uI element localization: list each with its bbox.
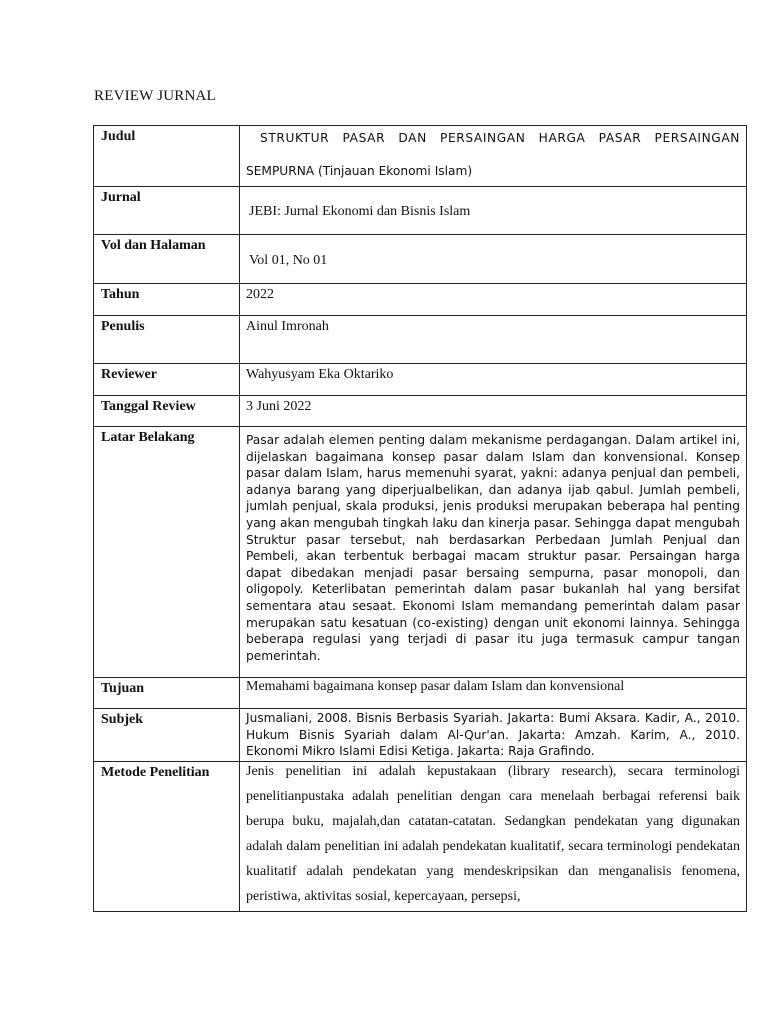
label-tanggal: Tanggal Review xyxy=(94,396,240,427)
row-tanggal xyxy=(94,396,747,427)
reviewer-text: Wahyusyam Eka Oktariko xyxy=(246,367,394,382)
value-subjek xyxy=(240,709,747,762)
label-tahun: Tahun xyxy=(94,284,240,316)
judul-line-2: SEMPURNA (Tinjauan Ekonomi Islam) xyxy=(246,163,473,178)
vol-text: Vol 01, No 01 xyxy=(249,253,328,268)
row-judul xyxy=(94,126,747,187)
value-reviewer xyxy=(240,364,747,396)
review-table xyxy=(93,125,747,912)
page-title: REVIEW JURNAL xyxy=(94,88,216,104)
row-tujuan xyxy=(94,678,747,709)
label-subjek: Subjek xyxy=(94,709,240,762)
label-metode: Metode Penelitian xyxy=(94,762,240,912)
penulis-text: Ainul Imronah xyxy=(246,319,329,334)
value-tanggal xyxy=(240,396,747,427)
value-judul xyxy=(240,126,747,187)
jurnal-text: JEBI: Jurnal Ekonomi dan Bisnis Islam xyxy=(249,204,471,219)
label-judul: Judul xyxy=(94,126,240,187)
value-latar xyxy=(240,427,747,678)
value-vol xyxy=(240,235,747,284)
value-tahun xyxy=(240,284,747,316)
row-jurnal xyxy=(94,187,747,235)
latar-text: Pasar adalah elemen penting dalam mekanisme perdagangan. Dalam artikel ini, dijelaskan bagaimana konsep pasar dalam Islam dan konvensional. Konsep pasar dalam Islam, harus memenuhi syarat, yakni: adanya penjual dan pembeli, adanya barang yang diperjualbelikan, dan adanya ijab qabul. Jumlah pembeli, jumlah penjual, skala produksi, jenis produksi merupakan beberapa hal penting yang akan mengubah tingkah laku dan kinerja pasar. Sehingga dapat mengubah Struktur pasar tersebut, nah berdasarkan Perbedaan Jumlah Penjual dan Pembeli, akan terbentuk berbagai macam struktur pasar. Persaingan harga dapat dibedakan menjadi pasar bersaing sempurna, pasar monopoli, dan oligopoly. Keterlibatan pemerintah dalam pasar bukanlah hal yang bersifat sementara atau sesaat. Ekonomi Islam memandang pemerintah dalam pasar merupakan satu kesatuan (co-existing) dengan unit ekonomi lainnya. Sehingga beberapa regulasi yang terjadi di pasar itu juga termasuk campur tangan pemerintah. xyxy=(246,433,740,663)
label-penulis: Penulis xyxy=(94,316,240,364)
row-vol xyxy=(94,235,747,284)
value-jurnal xyxy=(240,187,747,235)
subjek-text: Jusmaliani, 2008. Bisnis Berbasis Syariah. Jakarta: Bumi Aksara. Kadir, A., 2010. Hukum Bisnis Syariah dalam Al-Qur'an. Jakarta: Amzah. Karim, A., 2010. Ekonomi Mikro Islami Edisi Ketiga. Jakarta: Raja Grafindo. xyxy=(246,711,740,759)
value-penulis xyxy=(240,316,747,364)
label-reviewer: Reviewer xyxy=(94,364,240,396)
row-reviewer xyxy=(94,364,747,396)
row-metode xyxy=(94,762,747,912)
label-tujuan: Tujuan xyxy=(94,678,240,709)
metode-text: Jenis penelitian ini adalah kepustakaan (library research), secara terminologi penelitianpustaka adalah penelitian dengan cara menelaah berbagai referensi baik berupa buku, majalah,dan catatan-catatan. Sedangkan pendekatan yang digunakan adalah dalam penelitian ini adalah pendekatan kualitatif, secara terminologi pendekatan kualitatif adalah pendekatan yang mendeskripsikan dan menganalisis fenomena, peristiwa, aktivitas sosial, kepercayaan, persepsi, xyxy=(246,764,740,904)
tujuan-text: Memahami bagaimana konsep pasar dalam Islam dan konvensional xyxy=(246,679,625,694)
label-vol: Vol dan Halaman xyxy=(94,235,240,284)
judul-line-1: STRUKTUR PASAR DAN PERSAINGAN HARGA PASAR PERSAINGAN xyxy=(260,131,740,145)
row-subjek xyxy=(94,709,747,762)
row-latar xyxy=(94,427,747,678)
value-metode xyxy=(240,762,747,912)
label-latar: Latar Belakang xyxy=(94,427,240,678)
row-penulis xyxy=(94,316,747,364)
value-tujuan xyxy=(240,678,747,709)
row-tahun xyxy=(94,284,747,316)
tahun-text: 2022 xyxy=(246,287,274,302)
label-jurnal: Jurnal xyxy=(94,187,240,235)
tanggal-text: 3 Juni 2022 xyxy=(246,399,312,414)
